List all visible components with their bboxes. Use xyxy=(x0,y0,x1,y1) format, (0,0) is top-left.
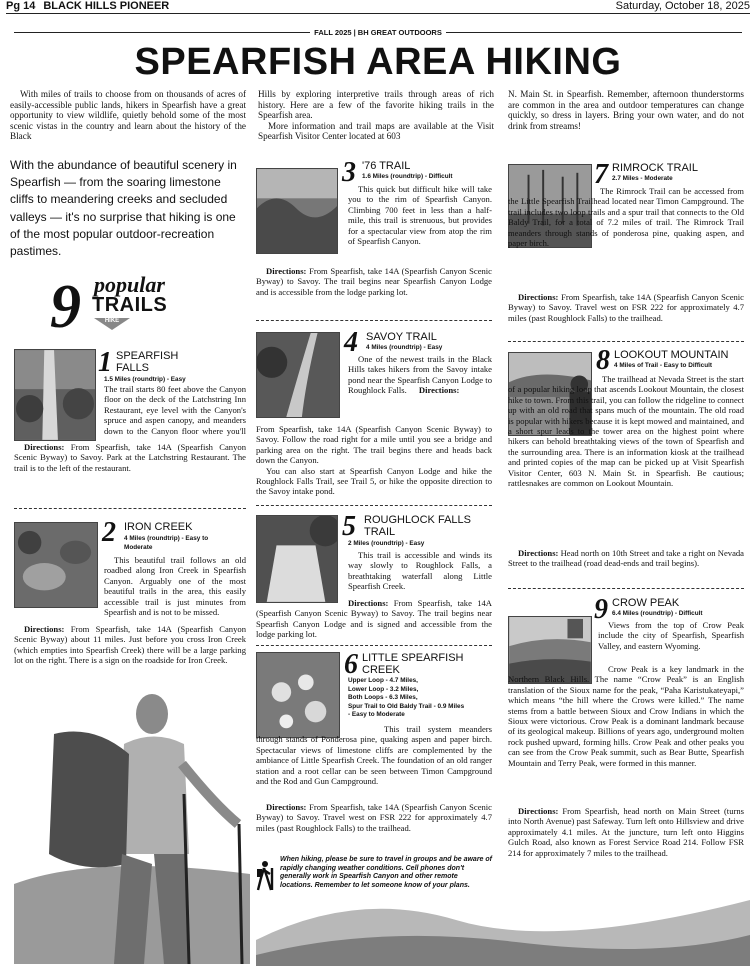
trail-meta: 4 Miles of Trail - Easy to Difficult xyxy=(614,362,713,369)
spearfish-falls-photo xyxy=(14,349,96,441)
paper-name: BLACK HILLS PIONEER xyxy=(43,0,170,12)
trail-meta: 2.7 Miles - Moderate xyxy=(612,175,673,182)
trail-meta: 4 Miles (roundtrip) - Easy to Moderate xyxy=(124,535,209,551)
mountain-backdrop xyxy=(256,880,750,966)
trail-body: The trailhead at Nevada Street is the start of a popular hiking loop that ascends Lookout Mountain, the closest hike to town. From this trail, you can follow the ridgeline to connect up with an old road that spans much of the mountain. The old road is popular with hikers because it is kept mowed and maintained, and a short spur leads to the tower area on the highest point where hikers can behold breathtaking views of the town of Spearfish and the surrounding area. There is an information kiosk at the trailhead and printed copies of the map can be picked up at Visit Spearfish Visitor Center, 603 N. Main St. in Spearfish. Be cautious; rattlesnakes are common on Lookout Mountain. xyxy=(508,374,744,489)
trail-name: ROUGHLOCK FALLS TRAIL xyxy=(364,514,471,538)
issue-date: Saturday, October 18, 2025 xyxy=(615,0,750,12)
trail-number: 5 xyxy=(342,511,356,542)
trail-name: SAVOY TRAIL xyxy=(366,331,437,343)
trail-body: Views from the top of Crow Peak include the city of Spearfish, Spearfish Valley, and eastern Wyoming. xyxy=(598,620,744,651)
trail-name: CROW PEAK xyxy=(612,597,680,609)
trail-name: RIMROCK TRAIL xyxy=(612,162,698,174)
trail-body: The trail starts 80 feet above the Canyon floor on the deck of the Latchstring Inn Restaurant, eye level with the Canyon's spruce and aspen canopy, and meanders down to the Canyon floor where you'll xyxy=(104,384,246,436)
divider xyxy=(14,508,246,509)
trail-name: '76 TRAIL xyxy=(362,160,411,172)
trail-meta: 2 Miles (roundtrip) - Easy xyxy=(348,540,425,547)
trail-directions: Directions: From Spearfish, take 14A (Spearfish Canyon Scenic Byway) about 11 miles. Just before you cross Iron Creek (which empties into Spearfish Creek) there will be a large parking lot on the right. There is a sign on the roadside for Iron Creek. xyxy=(14,624,246,666)
divider xyxy=(508,341,744,342)
trail-number: 1 xyxy=(98,347,112,378)
trail-meta: 1.5 Miles (roundtrip) - Easy xyxy=(104,376,186,383)
trail-directions: Directions: Head north on 10th Street and take a right on Nevada Street to the trailhead (road dead-ends and trail begins). xyxy=(508,548,744,569)
trail-number: 4 xyxy=(344,327,358,358)
trail-meta: 4 Miles (roundtrip) - Easy xyxy=(366,344,443,351)
safety-note: When hiking, please be sure to travel in groups and be aware of rapidly changing weather conditions. Cell phones don't generally work in Spearfish Canyon and other remote locations. Remember to let someone know of your plans. xyxy=(280,856,492,889)
trail-name: LOOKOUT MOUNTAIN xyxy=(614,349,729,361)
divider xyxy=(256,320,492,321)
trail-meta: Upper Loop - 4.7 Miles, Lower Loop - 3.2 Miles, Both Loops - 6.3 Miles, Spur Trail to Old Baldy Trail - 0.9 Miles - Easy to Moderate xyxy=(348,677,465,719)
section-label: FALL 2025 | BH GREAT OUTDOORS xyxy=(314,27,442,37)
76-trail-photo xyxy=(256,168,338,254)
savoy-trail-photo xyxy=(256,332,340,418)
logo-nine: 9 xyxy=(50,273,81,341)
trail-meta: 1.6 Miles (roundtrip) - Difficult xyxy=(362,173,453,180)
trail-number: 3 xyxy=(342,157,356,188)
logo-trails: TRAILS xyxy=(92,294,168,316)
trail-body: This quick but difficult hike will take you to the rim of Spearfish Canyon. Climbing 700 feet in less than a half-mile, this trail is strenuous, but provides for a spectacular view from atop the rim of Spearfish Canyon. xyxy=(348,184,492,247)
divider xyxy=(508,588,744,589)
trail-number: 2 xyxy=(102,517,116,548)
trail-number: 9 xyxy=(594,594,608,625)
trail-body-cont: Crow Peak is a key landmark in the Northern Black Hills. The name “Crow Peak” is an English translation of the Sioux name for the peak, “Paha Karistukateyapi,” which means “the hill where the Crows were killed.” The name stems from a battle between Sioux and Crow Indians in which the Sioux were victorious. Crow Peak is a dominant landmark because of its geological makeup. Billions of years ago, underground molten rock pushed upward, forming hills. Crow Peak and other peaks you can see from the Crow Peak summit, such as Bear Butte, Spearfish Mountain and Terry Peak, were formed in this manner. xyxy=(508,664,744,768)
trail-directions: Directions: From Spearfish, head north on Main Street (turns into North Avenue) past Safeway. Turn left onto Hillsview and drive approximately 4.1 miles. At the juncture, turn left onto Higgins Gulch Road, also known as Forest Service Road 214. Follow FSR 214 for approximately 7 miles to the trailhead. xyxy=(508,806,744,858)
popular-trails-logo xyxy=(50,272,210,342)
trail-directions: Directions: From Spearfish, take 14A (Spearfish Canyon Scenic Byway) to Savoy. Travel west on FSR 222 for approximately 4.7 miles (past Roughlock Falls) to the trailhead. xyxy=(256,802,493,833)
lead-paragraph: With the abundance of beautiful scenery in Spearfish — from the soaring limestone cliffs to meandering creeks and secluded valleys — it's no surprise that hiking is one of the most popular outdoor-recreation pastimes. xyxy=(10,158,237,259)
trail-body: This trail system meanders through stands of Ponderosa pine, quaking aspen and paper birch. Spectacular views of limestone cliffs are complemented by the ambiance of Little Spearfish Creek. The foundation of an old ranger station and a root cellar can be seen between Timon Campground and the Rod and Gun Campground. xyxy=(256,724,492,787)
page-title: SPEARFISH AREA HIKING xyxy=(134,41,622,83)
divider xyxy=(256,505,492,506)
hiker-photo xyxy=(14,684,250,964)
logo-popular: popular xyxy=(94,272,165,297)
page-number: Pg 14 xyxy=(6,0,36,12)
trail-body: One of the newest trails in the Black Hills takes hikers from the Savoy intake pond near the Spearfish Canyon Lodge to Roughlock Falls. Directions: xyxy=(348,354,492,396)
trail-name: SPEARFISH FALLS xyxy=(116,350,179,374)
trail-directions: From Spearfish, take 14A (Spearfish Canyon Scenic Byway) to Savoy. Follow the road right for a mile until you see a bridge and parking area on the right. The trail begins there and heads back down the Canyon. You can also start at Spearfish Canyon Lodge and hike the Roughlock Falls Trail, see Trail 5, or hike the opposite direction to the Savoy intake pond. xyxy=(256,424,492,497)
trail-body: This trail is accessible and winds its way slowly to Roughlock Falls, a breathtaking waterfall along Little Spearfish Creek. xyxy=(348,550,492,592)
trail-body: This beautiful trail follows an old roadbed along Iron Creek in Spearfish Canyon. Arguably one of the most beautiful trails in the area, this easily accessible trail is just minutes from Spearfish and is not to be missed. xyxy=(104,555,246,617)
iron-creek-photo xyxy=(14,522,98,608)
section-label-bar xyxy=(0,26,756,38)
intro-col-2: Hills by exploring interpretive trails through areas of rich history. Here are a few of the favorite hiking trails in the Spearfish area. More information and trail maps are available at the Visit Spearfish Visitor Center located at 603 xyxy=(258,89,494,141)
trail-number: 6 xyxy=(344,649,358,680)
trail-meta: 6.4 Miles (roundtrip) - Difficult xyxy=(612,610,703,617)
page-header xyxy=(6,0,750,14)
roughlock-falls-photo xyxy=(256,515,338,603)
trail-number: 7 xyxy=(594,159,608,190)
trail-number: 8 xyxy=(596,345,610,376)
trail-body-cont: Directions: From Spearfish, take 14A (Spearfish Canyon Scenic Byway) to Savoy. Park at the Latchstring Restaurant. The trail is to the left of the restaurant. xyxy=(14,442,246,473)
intro-col-3: N. Main St. in Spearfish. Remember, afternoon thunderstorms are common in the area and outdoor temperatures can change quickly, so dress in layers. Bring your own water, and do not drink from streams! xyxy=(508,89,744,131)
trail-name: IRON CREEK xyxy=(124,521,193,533)
divider xyxy=(256,645,492,646)
trail-directions: Directions: From Spearfish, take 14A (Spearfish Canyon Scenic Byway) to Savoy. Travel west on FSR 222 for approximately 4.7 miles (past Roughlock Falls) to the trailhead. xyxy=(508,292,745,323)
logo-hike: HIKE xyxy=(104,318,120,324)
trail-directions: Directions: From Spearfish, take 14A (Spearfish Canyon Scenic Byway) to Savoy. The trail begins near Spearfish Canyon Lodge and is signed and accessible from the lodge parking lot. xyxy=(256,598,492,640)
trail-name: LITTLE SPEARFISH CREEK xyxy=(362,652,464,676)
intro-col-1: With miles of trails to choose from on thousands of acres of easily-accessible public lands, hikers in Spearfish have a great opportunity to view wildlife, quietly behold some of the most scenic vistas in the country and learn about the history of the Black xyxy=(10,89,246,141)
trail-directions: Directions: From Spearfish, take 14A (Spearfish Canyon Scenic Byway) to Savoy. The trail begins near Spearfish Canyon Lodge and is accessible from the lodge parking lot. xyxy=(256,266,493,297)
trail-body: The Rimrock Trail can be accessed from the Little Spearfish Trailhead located near Timon Campground. The trail includes two loop trails and a spur trail that connects to the Old Baldy Trail, for a total of 7.2 miles of trail. The Rimrock Trail meanders through stands of ponderosa pine, quaking aspen, and paper birch. xyxy=(508,186,744,249)
